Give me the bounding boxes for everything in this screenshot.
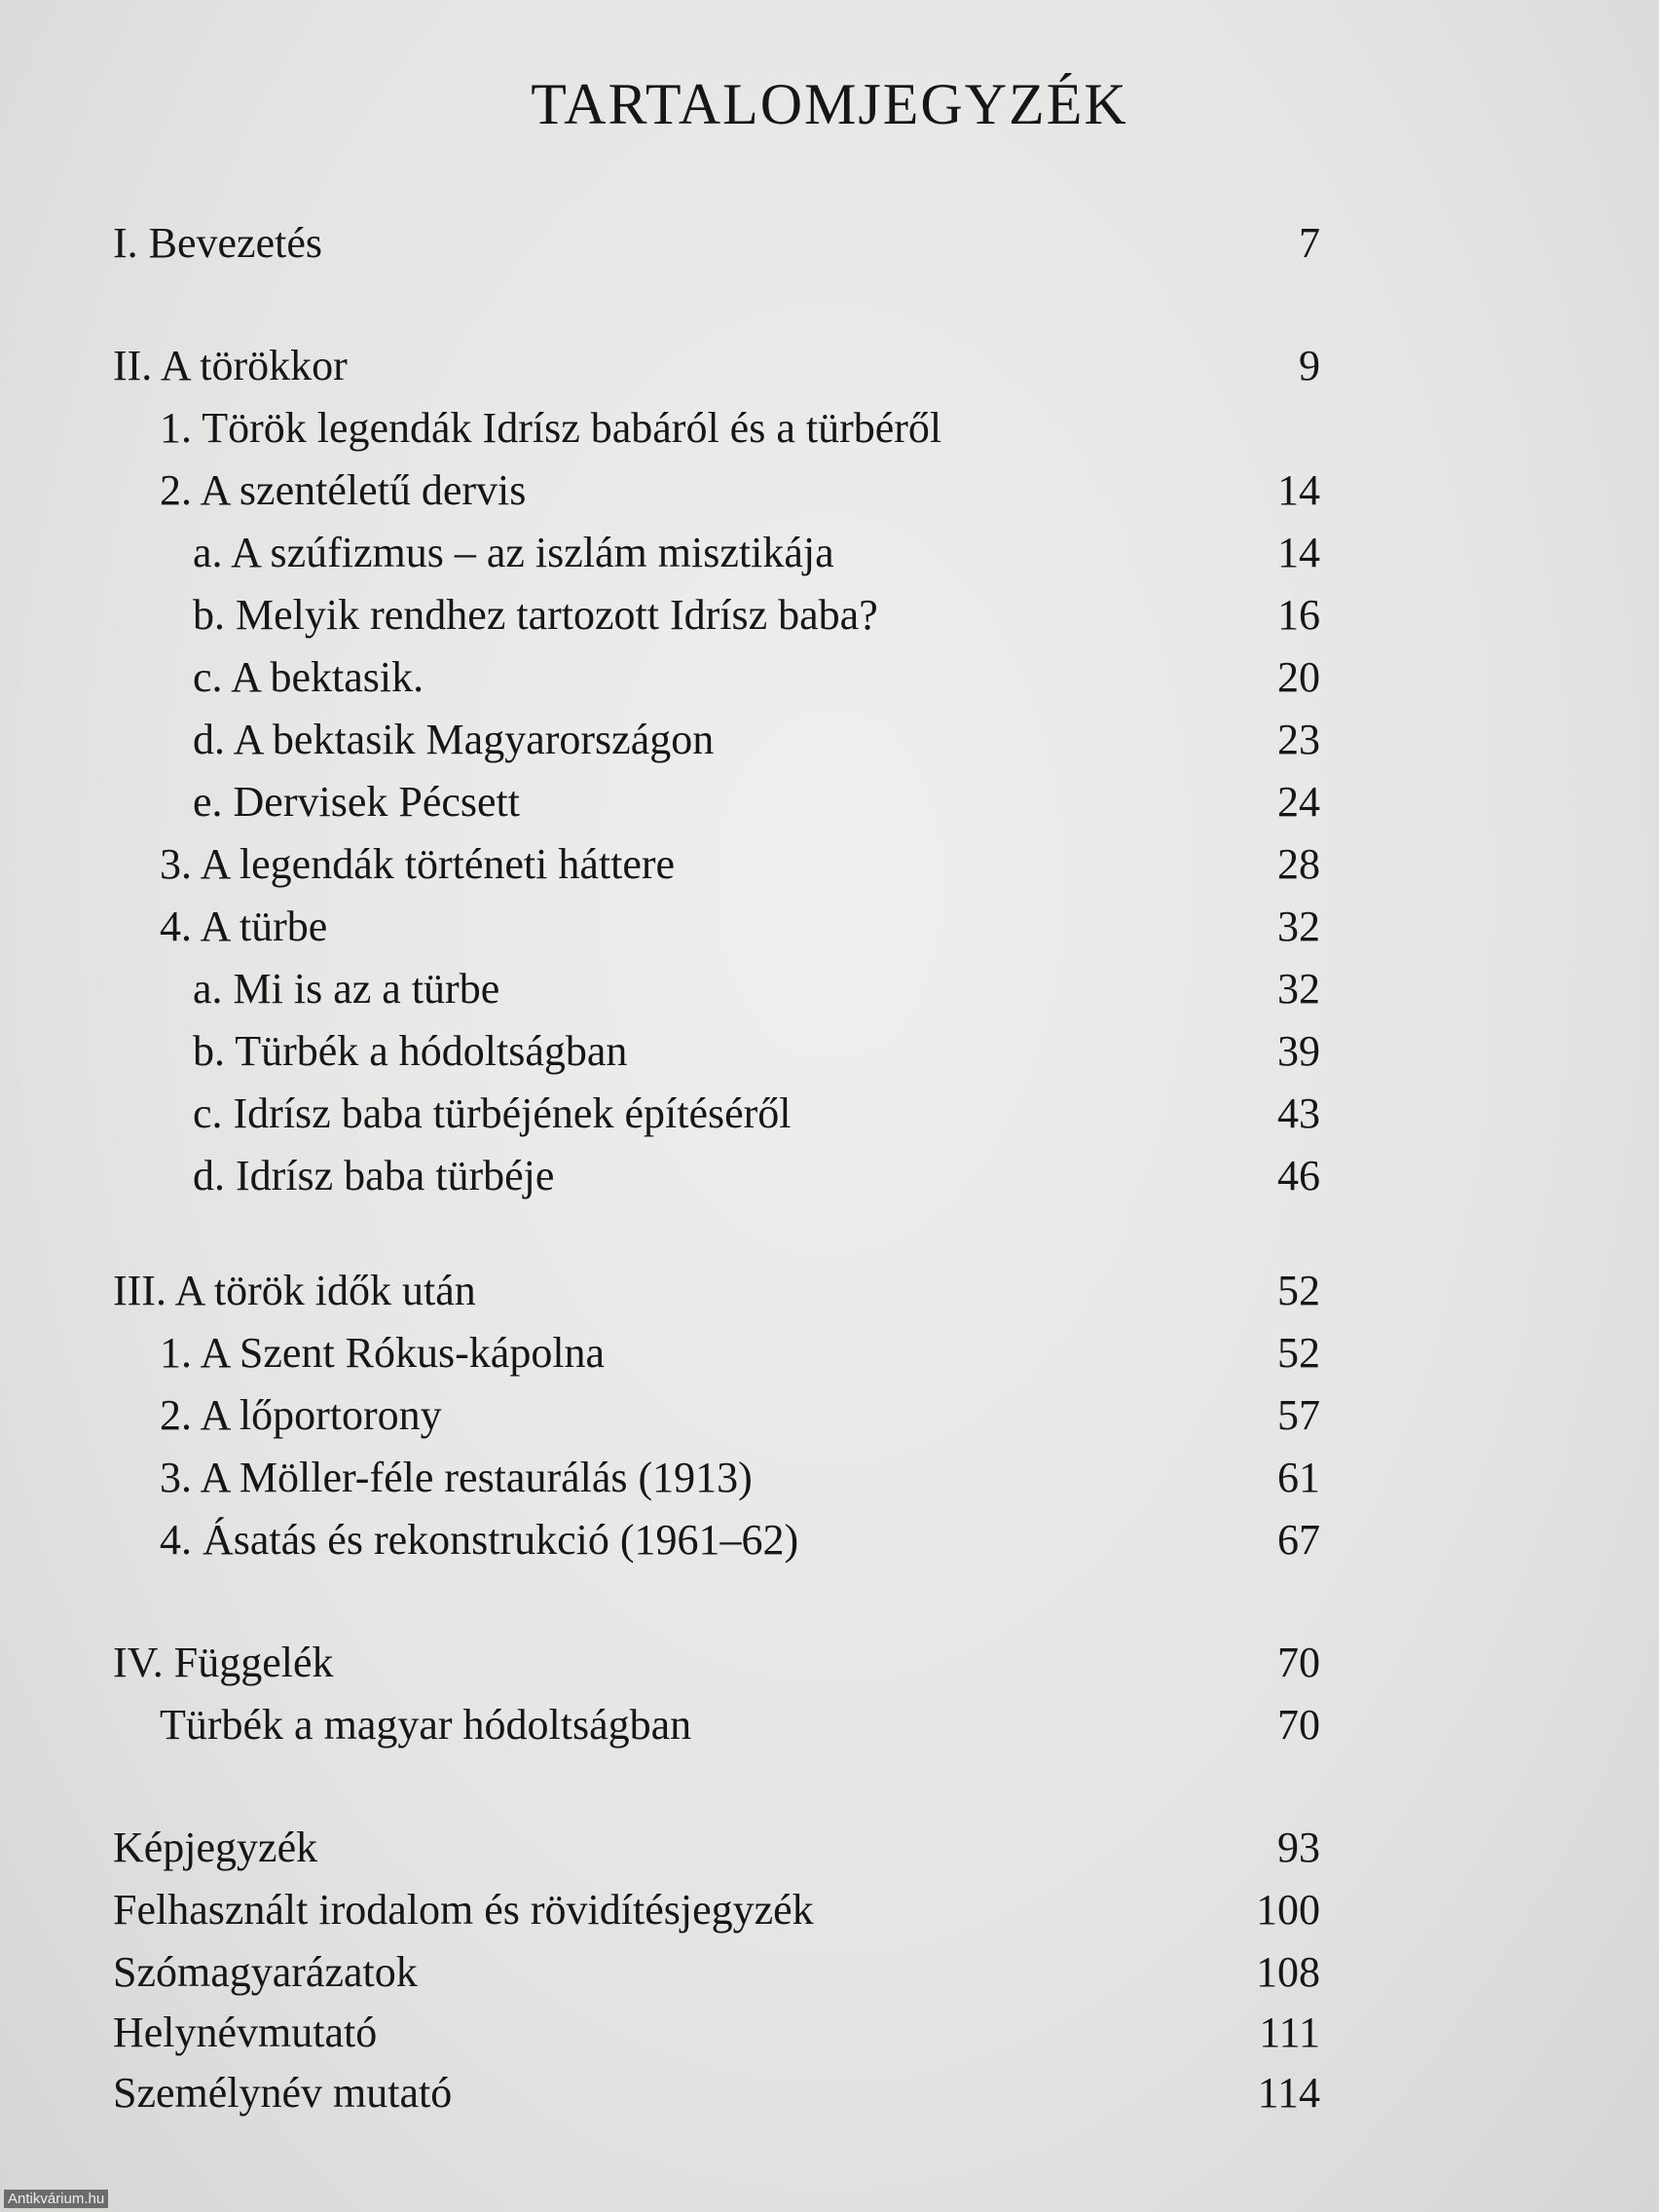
toc-entry: [0, 1449, 1659, 1507]
toc-entry: [0, 1324, 1659, 1382]
toc-entry: [0, 2004, 1659, 2062]
toc-entry-page: 9: [1299, 342, 1320, 389]
toc-entry-label: Szómagyarázatok: [113, 1948, 418, 1996]
toc-entry-label: I. Bevezetés: [113, 219, 322, 267]
toc-entry-label: 2. A szentéletű dervis: [160, 466, 527, 514]
page-title: TARTALOMJEGYZÉK: [531, 72, 1128, 136]
toc-entry-page: 32: [1277, 903, 1320, 950]
toc-entry-page: 70: [1277, 1701, 1320, 1749]
toc-entry: [0, 1262, 1659, 1320]
toc-entry-page: 16: [1277, 591, 1320, 639]
toc-entry-page: 28: [1277, 840, 1320, 888]
toc-entry-label: b. Türbék a hódoltságban: [193, 1027, 628, 1075]
toc-entry-label: 3. A legendák történeti háttere: [160, 840, 676, 888]
toc-entry-label: d. A bektasik Magyarországon: [193, 716, 715, 763]
toc-entry: [0, 399, 1659, 458]
toc-entry-label: 3. A Möller-féle restaurálás (1913): [160, 1454, 753, 1501]
toc-entry: [0, 773, 1659, 831]
toc-entry-page: 100: [1256, 1886, 1320, 1934]
toc-entry-label: II. A törökkor: [113, 342, 348, 389]
toc-entry: [0, 648, 1659, 707]
toc-entry: [0, 461, 1659, 520]
toc-entry-page: 114: [1257, 2069, 1320, 2117]
toc-entry-page: 39: [1277, 1027, 1320, 1075]
toc-entry-page: 111: [1259, 2009, 1320, 2056]
toc-entry: [0, 960, 1659, 1018]
watermark: Antikvárium.hu: [4, 2190, 108, 2208]
toc-entry-page: 7: [1299, 219, 1320, 267]
toc-entry-label: a. A szúfizmus – az iszlám misztikája: [193, 529, 834, 576]
toc-entry: [0, 1386, 1659, 1445]
toc-entry-page: 32: [1277, 965, 1320, 1013]
toc-entry: [0, 337, 1659, 395]
toc-entry-label: e. Dervisek Pécsett: [193, 778, 520, 826]
toc-entry: [0, 1819, 1659, 1877]
toc-entry-label: b. Melyik rendhez tartozott Idrísz baba?: [193, 591, 878, 639]
toc-entry-label: 1. A Szent Rókus-kápolna: [160, 1329, 606, 1377]
toc-entry-page: 93: [1277, 1824, 1320, 1871]
toc-entry-page: 14: [1277, 529, 1320, 576]
toc-entry-page: 61: [1277, 1454, 1320, 1501]
toc-entry-page: 70: [1277, 1639, 1320, 1686]
toc-entry: [0, 1696, 1659, 1754]
toc-entry-page: 52: [1277, 1267, 1320, 1314]
toc-entry-page: 43: [1277, 1089, 1320, 1137]
toc-entry-label: Helynévmutató: [113, 2009, 378, 2056]
toc-entry-page: 23: [1277, 716, 1320, 763]
toc-entry-page: 14: [1277, 466, 1320, 514]
toc-entry: [0, 1022, 1659, 1081]
toc-entry: [0, 1634, 1659, 1692]
toc-entry-page: 108: [1256, 1948, 1320, 1996]
toc-entry-label: 2. A lőportorony: [160, 1391, 442, 1439]
toc-entry: [0, 898, 1659, 956]
toc-entry: [0, 2064, 1659, 2122]
toc-entry-label: 4. Ásatás és rekonstrukció (1961–62): [160, 1516, 799, 1564]
toc-entry: [0, 524, 1659, 582]
toc-entry: [0, 711, 1659, 769]
toc-entry-label: Személynév mutató: [113, 2069, 453, 2117]
toc-entry: [0, 214, 1659, 273]
toc-entry-label: a. Mi is az a türbe: [193, 965, 500, 1013]
toc-entry-label: IV. Függelék: [113, 1639, 334, 1686]
toc-entry: [0, 1943, 1659, 2002]
toc-entry-label: Képjegyzék: [113, 1824, 318, 1871]
toc-entry: [0, 1881, 1659, 1939]
toc-entry-label: c. A bektasik.: [193, 653, 424, 701]
toc-entry: [0, 1085, 1659, 1143]
toc-entry-label: Felhasznált irodalom és rövidítésjegyzék: [113, 1886, 814, 1934]
toc-entry: [0, 1147, 1659, 1205]
toc-entry-page: 46: [1277, 1152, 1320, 1199]
toc-entry-page: 57: [1277, 1391, 1320, 1439]
toc-entry-label: 4. A türbe: [160, 903, 328, 950]
toc-entry-page: 67: [1277, 1516, 1320, 1564]
toc-entry-label: III. A török idők után: [113, 1267, 476, 1314]
toc-entry-page: 20: [1277, 653, 1320, 701]
toc-entry-label: c. Idrísz baba türbéjének építéséről: [193, 1089, 792, 1137]
toc-entry-page: 52: [1277, 1329, 1320, 1377]
toc-entry-label: 1. Török legendák Idrísz babáról és a türbéről: [160, 404, 942, 452]
toc-entry-label: d. Idrísz baba türbéje: [193, 1152, 555, 1199]
toc-entry-label: Türbék a magyar hódoltságban: [160, 1701, 692, 1749]
toc-entry: [0, 835, 1659, 894]
toc-entry: [0, 586, 1659, 645]
toc-entry-page: 24: [1277, 778, 1320, 826]
toc-entry: [0, 1511, 1659, 1569]
